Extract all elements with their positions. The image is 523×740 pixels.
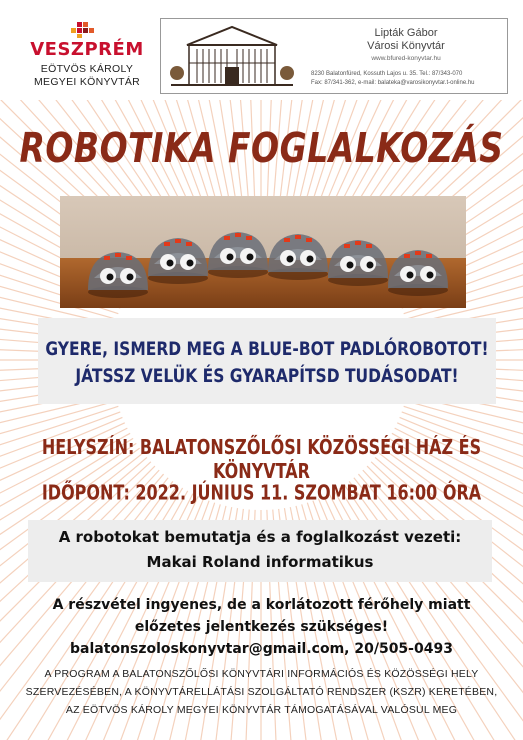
event-location: HELYSZÍN: BALATONSZŐLŐSI KÖZÖSSÉGI HÁZ ÉS KÖNYVTÁR bbox=[41, 435, 482, 483]
logo-brand: VESZPRÉM bbox=[30, 39, 144, 60]
partner-library-contact: Fax: 87/341-362, e-mail: balateka@varosikonyvtar.t-online.hu bbox=[311, 80, 475, 86]
footer-line-3: AZ EÖTVÖS KÁROLY MEGYEI KÖNYVTÁR TÁMOGATÁSÁVAL VALÓSUL MEG bbox=[65, 704, 458, 716]
header bbox=[0, 0, 523, 100]
registration-line-2: előzetes jelentkezés szükséges! bbox=[134, 619, 389, 635]
registration-contact[interactable]: balatonszoloskonyvtar@gmail.com, 20/505-0493 bbox=[70, 641, 453, 657]
invitation-banner bbox=[38, 318, 496, 404]
partner-library-card bbox=[160, 18, 508, 94]
logo-pixel-mark-icon bbox=[64, 22, 98, 38]
footer-line-2: SZERVEZÉSÉBEN, A KÖNYVTÁRELLÁTÁSI SZOLGÁLTATÓ RENDSZER (KSZR) KERETÉBEN, bbox=[25, 686, 498, 698]
partner-library-name-2: Városi Könyvtár bbox=[367, 40, 445, 52]
blue-bot-robots-photo bbox=[60, 196, 466, 308]
event-datetime: IDŐPONT: 2022. JÚNIUS 11. SZOMBAT 16:00 ÓRA bbox=[41, 480, 482, 505]
logo-line-2: MEGYEI KÖNYVTÁR bbox=[33, 76, 141, 88]
invitation-line-2: JÁTSSZ VELÜK ÉS GYARAPÍTSD TUDÁSODAT! bbox=[75, 365, 459, 387]
event-title: ROBOTIKA FOGLALKOZÁS bbox=[19, 123, 504, 172]
footer-line-1: A PROGRAM A BALATONSZŐLŐSI KÖNYVTÁRI INFORMÁCIÓS ÉS KÖZÖSSÉGI HELY bbox=[44, 668, 479, 680]
presenter-line-1: A robotokat bemutatja és a foglalkozást vezeti: bbox=[58, 528, 462, 546]
invitation-line-1: GYERE, ISMERD MEG A BLUE-BOT PADLÓROBOTOT! bbox=[45, 338, 489, 360]
partner-library-website[interactable]: www.bfured-konyvtar.hu bbox=[371, 55, 441, 62]
presenter-banner bbox=[28, 520, 492, 582]
presenter-name: Makai Roland informatikus bbox=[146, 553, 374, 571]
library-building-icon bbox=[167, 23, 297, 89]
veszprem-library-logo bbox=[22, 22, 152, 92]
registration-line-1: A részvétel ingyenes, de a korlátozott férőhely miatt bbox=[52, 597, 471, 613]
partner-library-name-1: Lipták Gábor bbox=[374, 27, 438, 39]
partner-library-address: 8230 Balatonfüred, Kossuth Lajos u. 35. Tel.: 87/343-070 bbox=[311, 71, 463, 77]
logo-line-1: EÖTVÖS KÁROLY bbox=[40, 63, 134, 75]
